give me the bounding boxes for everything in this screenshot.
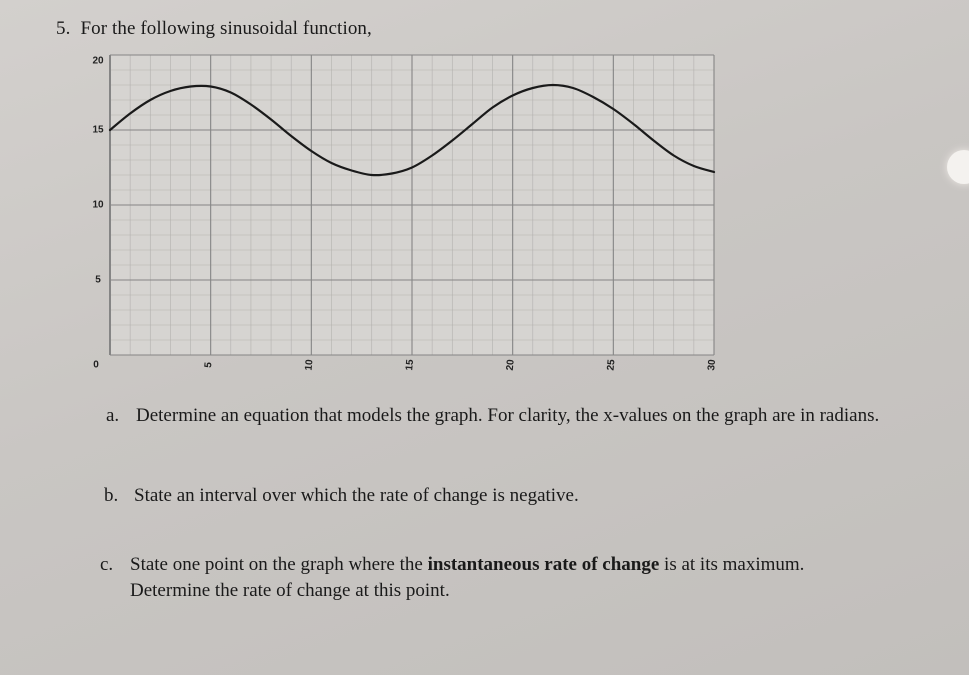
y-tick-label: 5: [95, 274, 101, 286]
x-tick-label: 20: [504, 358, 517, 372]
part-c-label: c.: [100, 554, 114, 575]
y-tick-label: 10: [92, 199, 104, 211]
y-tick-label: 15: [92, 124, 104, 136]
part-b: [104, 483, 904, 509]
y-tick-label: 20: [92, 55, 104, 67]
x-tick-label: 30: [706, 358, 719, 372]
part-a-text: Determine an equation that models the graph. For clarity, the x-values on the graph are in radians.: [136, 405, 880, 426]
part-c-text-bold: instantaneous rate of change: [427, 554, 660, 575]
question-text: For the following sinusoidal function,: [80, 18, 372, 39]
x-tick-label: 25: [605, 358, 618, 372]
part-b-text: State an interval over which the rate of change is negative.: [134, 485, 579, 506]
part-b-label: b.: [104, 485, 119, 506]
question-number: 5.: [56, 18, 71, 39]
part-a: [106, 403, 906, 429]
part-c: [100, 552, 900, 604]
x-tick-label: 5: [203, 361, 215, 369]
x-tick-label: 0: [93, 359, 99, 371]
x-tick-label: 15: [404, 358, 417, 372]
graph-grid: [110, 55, 714, 355]
x-tick-label: 10: [303, 358, 316, 372]
part-a-label: a.: [106, 405, 120, 426]
part-c-text: [130, 552, 850, 604]
part-c-text-before: State one point on the graph where the: [130, 554, 428, 575]
part-c-text-after: is at its maximum. Determine the rate of change at this point.: [130, 554, 805, 601]
